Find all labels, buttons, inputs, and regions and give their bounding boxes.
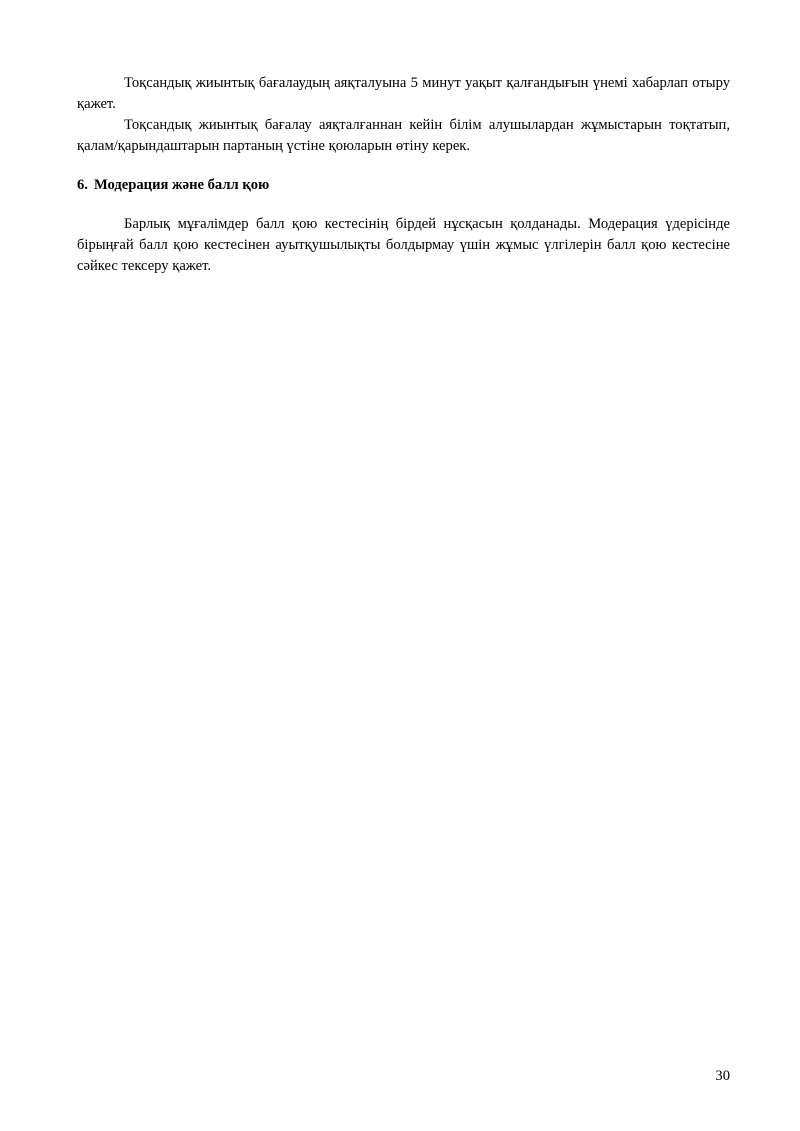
paragraph-time-warning: Тоқсандық жиынтық бағалаудың аяқталуына 5 минут уақыт қалғандығын үнемі хабарлап отыру қажет.	[77, 75, 730, 112]
paragraph-moderation: Барлық мұғалімдер балл қою кестесінің бірдей нұсқасын қолданады. Модерация үдерісінде бірыңғай балл қою кестесінен ауытқушылықты болдырмау үшін жұмыс үлгілерін балл қою кестесіне сәйкес тексеру қажет.	[77, 216, 730, 274]
section-title: Модерация және балл қою	[93, 177, 270, 193]
paragraph-end-instructions: Тоқсандық жиынтық бағалау аяқталғаннан кейін білім алушылардан жұмыстарын тоқтатып, қалам/қарындаштарын партаның үстіне қоюларын өтіну керек.	[77, 117, 730, 154]
section-number: 6.	[77, 177, 88, 193]
page-number: 30	[715, 1068, 730, 1084]
page-content	[77, 73, 730, 277]
section-heading	[77, 175, 730, 196]
